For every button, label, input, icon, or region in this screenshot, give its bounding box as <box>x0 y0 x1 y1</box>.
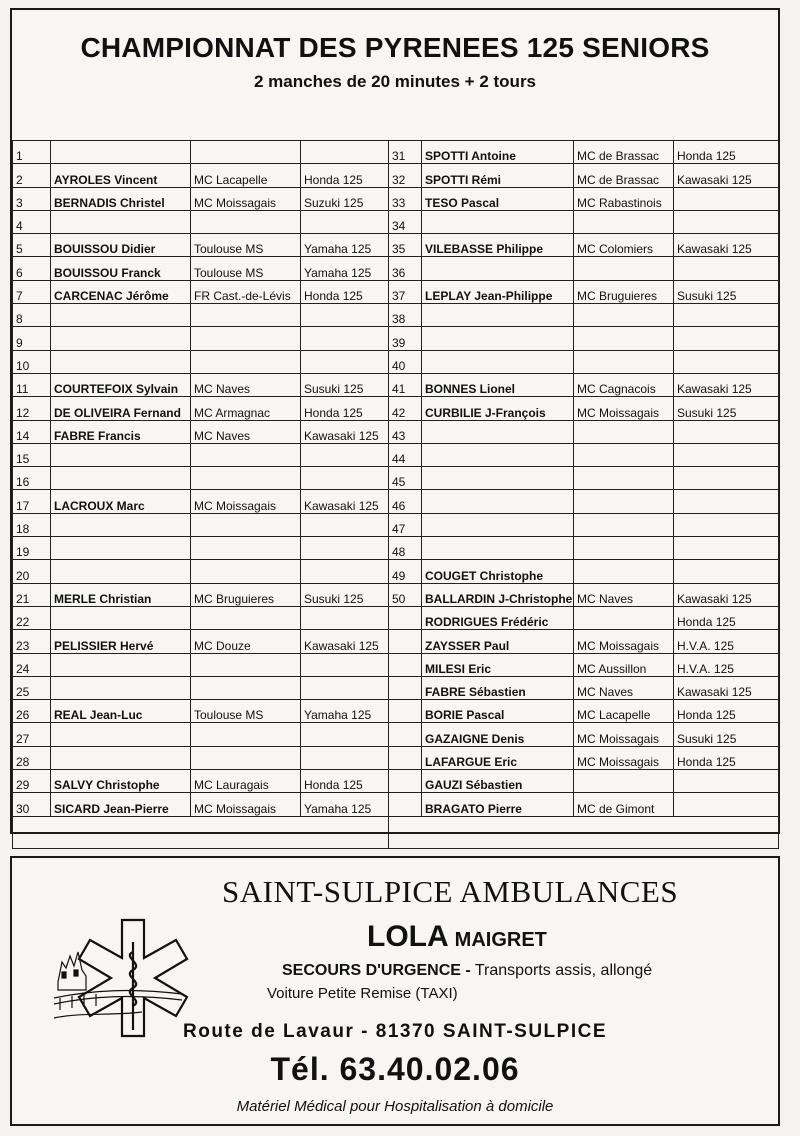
rider-club <box>574 537 674 560</box>
rider-club: MC Moissagais <box>574 397 674 420</box>
rider-name <box>422 210 574 233</box>
rider-club: MC Moissagais <box>191 793 301 816</box>
rider-bike <box>674 443 779 466</box>
rider-number <box>389 770 422 793</box>
table-row <box>13 234 779 257</box>
rider-number: 33 <box>389 187 422 210</box>
taxi-line: Voiture Petite Remise (TAXI) <box>267 985 458 1002</box>
rider-name: SICARD Jean-Pierre <box>51 793 191 816</box>
rider-number: 19 <box>13 537 51 560</box>
rider-club: MC Douze <box>191 630 301 653</box>
rider-club <box>574 443 674 466</box>
rider-number: 39 <box>389 327 422 350</box>
rider-name <box>51 327 191 350</box>
rider-club <box>191 327 301 350</box>
table-row-empty <box>13 816 779 848</box>
rider-number: 9 <box>13 327 51 350</box>
rider-club <box>574 606 674 629</box>
rider-name <box>51 653 191 676</box>
rider-bike <box>301 606 389 629</box>
rider-name: PELISSIER Hervé <box>51 630 191 653</box>
rider-name <box>51 676 191 699</box>
empty-cell <box>13 816 389 848</box>
rider-bike <box>301 304 389 327</box>
rider-number: 5 <box>13 234 51 257</box>
rider-club <box>191 746 301 769</box>
rider-number: 26 <box>13 700 51 723</box>
rider-name <box>51 350 191 373</box>
rider-bike <box>674 513 779 536</box>
rider-bike <box>301 327 389 350</box>
rider-number <box>389 700 422 723</box>
rider-number: 2 <box>13 164 51 187</box>
rider-bike <box>674 210 779 233</box>
rider-name <box>422 490 574 513</box>
table-row <box>13 350 779 373</box>
rider-club <box>191 537 301 560</box>
rider-number: 12 <box>13 397 51 420</box>
rider-club: Toulouse MS <box>191 700 301 723</box>
rider-bike: Susuki 125 <box>674 280 779 303</box>
rider-name <box>422 257 574 280</box>
rider-bike: Honda 125 <box>674 746 779 769</box>
rider-number <box>389 606 422 629</box>
rider-name: TESO Pascal <box>422 187 574 210</box>
rider-club <box>574 560 674 583</box>
rider-name: SPOTTI Rémi <box>422 164 574 187</box>
rider-club <box>574 257 674 280</box>
rider-name: REAL Jean-Luc <box>51 700 191 723</box>
owner-last-name: MAIGRET <box>454 929 547 951</box>
rider-bike <box>674 467 779 490</box>
rider-number: 14 <box>13 420 51 443</box>
rider-bike: Honda 125 <box>301 280 389 303</box>
rider-bike: Kawasaki 125 <box>674 373 779 396</box>
rider-bike: Honda 125 <box>301 397 389 420</box>
rider-bike: Kawasaki 125 <box>301 630 389 653</box>
rider-club: Toulouse MS <box>191 234 301 257</box>
rider-name: BOUISSOU Franck <box>51 257 191 280</box>
table-row <box>13 187 779 210</box>
table-row <box>13 583 779 606</box>
rider-number <box>389 723 422 746</box>
rider-number: 31 <box>389 141 422 164</box>
rider-bike: Susuki 125 <box>674 397 779 420</box>
rider-club: MC Moissagais <box>574 746 674 769</box>
rider-bike: Yamaha 125 <box>301 793 389 816</box>
rider-number: 20 <box>13 560 51 583</box>
rider-bike: Honda 125 <box>301 770 389 793</box>
rider-club <box>191 653 301 676</box>
table-row <box>13 257 779 280</box>
rider-club: MC Lauragais <box>191 770 301 793</box>
rider-name: LACROUX Marc <box>51 490 191 513</box>
entry-grid <box>12 140 782 849</box>
rider-club: MC Rabastinois <box>574 187 674 210</box>
table-row <box>13 560 779 583</box>
rider-club <box>191 513 301 536</box>
rider-club <box>574 490 674 513</box>
rider-club: MC Naves <box>191 373 301 396</box>
rider-bike: Kawasaki 125 <box>301 490 389 513</box>
company-name: SAINT-SULPICE AMBULANCES <box>222 874 679 909</box>
rider-name <box>422 304 574 327</box>
rider-number: 38 <box>389 304 422 327</box>
rider-bike <box>301 723 389 746</box>
rider-number: 27 <box>13 723 51 746</box>
entry-table <box>12 140 779 849</box>
rider-name: BERNADIS Christel <box>51 187 191 210</box>
rider-bike <box>301 513 389 536</box>
empty-cell <box>389 816 779 848</box>
rider-number: 11 <box>13 373 51 396</box>
rider-number: 18 <box>13 513 51 536</box>
rider-name: GAZAIGNE Denis <box>422 723 574 746</box>
table-row <box>13 304 779 327</box>
rider-number: 41 <box>389 373 422 396</box>
rider-bike: Kawasaki 125 <box>301 420 389 443</box>
rider-club: MC Naves <box>574 583 674 606</box>
rider-name: MERLE Christian <box>51 583 191 606</box>
rider-bike: H.V.A. 125 <box>674 653 779 676</box>
rider-club: MC Lacapelle <box>574 700 674 723</box>
rider-name <box>51 210 191 233</box>
table-row <box>13 723 779 746</box>
rider-bike <box>674 793 779 816</box>
rider-bike: Yamaha 125 <box>301 257 389 280</box>
rider-number: 30 <box>13 793 51 816</box>
rider-number: 46 <box>389 490 422 513</box>
table-row <box>13 327 779 350</box>
rider-club: MC Moissagais <box>191 490 301 513</box>
rider-number: 43 <box>389 420 422 443</box>
rider-name: CARCENAC Jérôme <box>51 280 191 303</box>
rider-bike <box>301 350 389 373</box>
rider-name: SALVY Christophe <box>51 770 191 793</box>
rider-number: 29 <box>13 770 51 793</box>
rider-number: 32 <box>389 164 422 187</box>
rider-number <box>389 653 422 676</box>
rider-name <box>51 141 191 164</box>
rider-bike: H.V.A. 125 <box>674 630 779 653</box>
rider-bike <box>674 327 779 350</box>
table-row <box>13 373 779 396</box>
rider-club <box>191 560 301 583</box>
rider-club <box>574 350 674 373</box>
rider-club: FR Cast.-de-Lévis <box>191 280 301 303</box>
rider-number: 45 <box>389 467 422 490</box>
rider-bike: Suzuki 125 <box>301 187 389 210</box>
rider-number: 1 <box>13 141 51 164</box>
rider-club <box>191 443 301 466</box>
rider-number: 28 <box>13 746 51 769</box>
rider-name <box>51 443 191 466</box>
rider-name: BRAGATO Pierre <box>422 793 574 816</box>
rider-number: 35 <box>389 234 422 257</box>
rider-club <box>574 327 674 350</box>
rider-name: AYROLES Vincent <box>51 164 191 187</box>
rider-name <box>422 467 574 490</box>
table-row <box>13 793 779 816</box>
table-row <box>13 141 779 164</box>
transport-types: Transports assis, allongé <box>470 962 653 979</box>
rider-bike <box>674 257 779 280</box>
rider-club: MC Lacapelle <box>191 164 301 187</box>
rider-bike <box>301 560 389 583</box>
address-line: Route de Lavaur - 81370 SAINT-SULPICE <box>183 1021 607 1042</box>
rider-club: MC Bruguieres <box>191 583 301 606</box>
rider-name <box>422 420 574 443</box>
rider-number: 16 <box>13 467 51 490</box>
rider-bike <box>674 537 779 560</box>
rider-name <box>422 513 574 536</box>
tagline: Matériel Médical pour Hospitalisation à domicile <box>236 1098 554 1115</box>
rider-name: BOUISSOU Didier <box>51 234 191 257</box>
rider-bike: Susuki 125 <box>301 583 389 606</box>
rider-number: 48 <box>389 537 422 560</box>
ambulance-advert <box>10 856 780 1126</box>
rider-bike: Honda 125 <box>674 700 779 723</box>
rider-club <box>574 304 674 327</box>
table-row <box>13 746 779 769</box>
rider-club <box>574 420 674 443</box>
rider-number <box>389 630 422 653</box>
rider-bike <box>301 141 389 164</box>
rider-number: 49 <box>389 560 422 583</box>
table-row <box>13 280 779 303</box>
rider-bike <box>674 560 779 583</box>
rider-number: 7 <box>13 280 51 303</box>
rider-number: 37 <box>389 280 422 303</box>
rider-name: COURTEFOIX Sylvain <box>51 373 191 396</box>
rider-number: 44 <box>389 443 422 466</box>
rider-club: MC de Gimont <box>574 793 674 816</box>
rider-club: MC Bruguieres <box>574 280 674 303</box>
rider-name <box>422 350 574 373</box>
rider-club <box>191 467 301 490</box>
rider-number: 3 <box>13 187 51 210</box>
rider-club <box>191 350 301 373</box>
rider-bike <box>301 443 389 466</box>
rider-name: RODRIGUES Frédéric <box>422 606 574 629</box>
rider-club: MC Moissagais <box>191 187 301 210</box>
rider-bike: Kawasaki 125 <box>674 164 779 187</box>
rider-number: 36 <box>389 257 422 280</box>
rider-club: MC Cagnacois <box>574 373 674 396</box>
rider-bike: Susuki 125 <box>301 373 389 396</box>
rider-number <box>389 676 422 699</box>
rider-club <box>191 141 301 164</box>
rider-bike <box>301 537 389 560</box>
rider-bike: Kawasaki 125 <box>674 583 779 606</box>
rider-name <box>51 723 191 746</box>
rider-number: 40 <box>389 350 422 373</box>
table-row <box>13 606 779 629</box>
rider-name: BORIE Pascal <box>422 700 574 723</box>
rider-number <box>389 793 422 816</box>
table-row <box>13 676 779 699</box>
table-row <box>13 210 779 233</box>
table-row <box>13 420 779 443</box>
rider-number: 34 <box>389 210 422 233</box>
rider-name: BALLARDIN J-Christophe <box>422 583 574 606</box>
rider-name: BONNES Lionel <box>422 373 574 396</box>
rider-name <box>422 537 574 560</box>
rider-number: 6 <box>13 257 51 280</box>
table-row <box>13 490 779 513</box>
rider-bike <box>301 210 389 233</box>
rider-name: LAFARGUE Eric <box>422 746 574 769</box>
rider-bike <box>674 770 779 793</box>
rider-bike: Honda 125 <box>301 164 389 187</box>
rider-name: CURBILIE J-François <box>422 397 574 420</box>
rider-bike <box>674 490 779 513</box>
rider-bike <box>674 187 779 210</box>
rider-number <box>389 746 422 769</box>
rider-number: 17 <box>13 490 51 513</box>
rider-number: 47 <box>389 513 422 536</box>
rider-club: MC de Brassac <box>574 164 674 187</box>
rider-name <box>51 746 191 769</box>
page-title: CHAMPIONNAT DES PYRENEES 125 SENIORS <box>80 32 710 63</box>
rider-bike <box>674 350 779 373</box>
table-row <box>13 700 779 723</box>
rider-name: ZAYSSER Paul <box>422 630 574 653</box>
services-line <box>282 962 652 980</box>
rider-name: VILEBASSE Philippe <box>422 234 574 257</box>
rider-club <box>574 513 674 536</box>
rider-number: 10 <box>13 350 51 373</box>
rider-club <box>191 304 301 327</box>
rider-club: MC Armagnac <box>191 397 301 420</box>
rider-name: LEPLAY Jean-Philippe <box>422 280 574 303</box>
rider-bike <box>674 304 779 327</box>
rider-number: 50 <box>389 583 422 606</box>
rider-club: MC Naves <box>574 676 674 699</box>
page-subtitle: 2 manches de 20 minutes + 2 tours <box>253 72 537 91</box>
rider-name <box>51 537 191 560</box>
rider-club: MC Moissagais <box>574 630 674 653</box>
table-row <box>13 443 779 466</box>
rider-bike: Kawasaki 125 <box>674 676 779 699</box>
rider-name <box>51 513 191 536</box>
table-row <box>13 653 779 676</box>
rider-bike <box>301 676 389 699</box>
rider-name: COUGET Christophe <box>422 560 574 583</box>
table-row <box>13 467 779 490</box>
rider-number: 22 <box>13 606 51 629</box>
emergency-label: SECOURS D'URGENCE - <box>282 962 471 979</box>
rider-club: MC de Brassac <box>574 141 674 164</box>
rider-name: FABRE Sébastien <box>422 676 574 699</box>
table-row <box>13 770 779 793</box>
rider-bike: Kawasaki 125 <box>674 234 779 257</box>
rider-name: SPOTTI Antoine <box>422 141 574 164</box>
table-row <box>13 164 779 187</box>
phone-number: Tél. 63.40.02.06 <box>270 1051 520 1087</box>
rider-club <box>574 770 674 793</box>
rider-name <box>51 560 191 583</box>
rider-bike <box>301 653 389 676</box>
rider-bike: Susuki 125 <box>674 723 779 746</box>
rider-bike: Honda 125 <box>674 606 779 629</box>
rider-club <box>574 210 674 233</box>
rider-name <box>422 443 574 466</box>
rider-club <box>191 723 301 746</box>
rider-bike: Honda 125 <box>674 141 779 164</box>
rider-club <box>574 467 674 490</box>
table-row <box>13 537 779 560</box>
rider-club <box>191 676 301 699</box>
rider-name <box>51 467 191 490</box>
rider-club <box>191 606 301 629</box>
rider-name <box>51 606 191 629</box>
rider-club: MC Colomiers <box>574 234 674 257</box>
rider-name: DE OLIVEIRA Fernand <box>51 397 191 420</box>
rider-name <box>51 304 191 327</box>
rider-club: Toulouse MS <box>191 257 301 280</box>
rider-number: 25 <box>13 676 51 699</box>
rider-club: MC Aussillon <box>574 653 674 676</box>
race-entry-panel <box>10 8 780 834</box>
rider-number: 42 <box>389 397 422 420</box>
rider-number: 15 <box>13 443 51 466</box>
rider-name <box>422 327 574 350</box>
rider-club: MC Moissagais <box>574 723 674 746</box>
owner-first-name: LOLA <box>367 920 449 953</box>
rider-name: FABRE Francis <box>51 420 191 443</box>
rider-name: MILESI Eric <box>422 653 574 676</box>
rider-number: 21 <box>13 583 51 606</box>
rider-bike: Yamaha 125 <box>301 700 389 723</box>
rider-number: 24 <box>13 653 51 676</box>
rider-name: GAUZI Sébastien <box>422 770 574 793</box>
table-row <box>13 630 779 653</box>
rider-number: 23 <box>13 630 51 653</box>
rider-club <box>191 210 301 233</box>
owner-name <box>367 920 547 954</box>
rider-bike <box>674 420 779 443</box>
rider-number: 8 <box>13 304 51 327</box>
rider-bike: Yamaha 125 <box>301 234 389 257</box>
rider-bike <box>301 467 389 490</box>
table-row <box>13 397 779 420</box>
rider-number: 4 <box>13 210 51 233</box>
rider-bike <box>301 746 389 769</box>
rider-club: MC Naves <box>191 420 301 443</box>
table-row <box>13 513 779 536</box>
